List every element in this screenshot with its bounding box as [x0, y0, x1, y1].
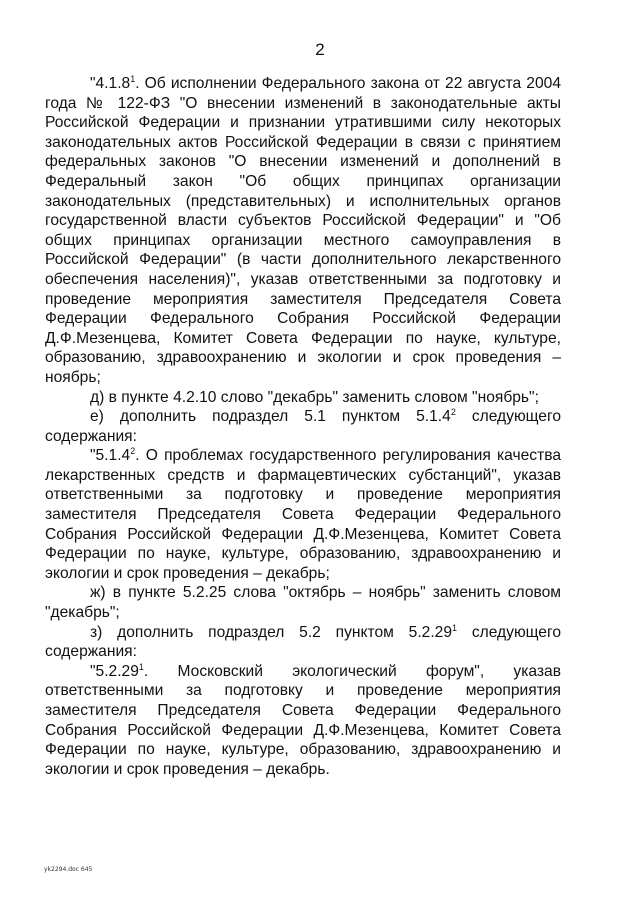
- paragraph-text: е) дополнить подраздел 5.1 пунктом 5.1.4: [90, 408, 451, 426]
- paragraph-text: следующего содержания:: [45, 408, 561, 445]
- document-body: [45, 74, 561, 779]
- paragraph-item-5-1-4: [45, 446, 561, 583]
- paragraph-amend-z: [45, 623, 561, 662]
- superscript: 1: [130, 74, 136, 84]
- paragraph-text: "5.2.29: [90, 662, 139, 680]
- superscript: 1: [138, 661, 144, 672]
- footer-file-label: yk2294.doc 645: [44, 866, 93, 873]
- paragraph-text: "4.1.8: [90, 75, 131, 92]
- paragraph-text: д) в пункте 4.2.10 слово "декабрь" заменить словом "ноябрь";: [90, 388, 539, 406]
- paragraph-item-4-1-8: [45, 74, 561, 388]
- superscript: 1: [452, 622, 458, 633]
- paragraph-text: . О проблемах государственного регулирования качества лекарственных средств и фармацевтических субстанций", указав ответственными за подготовку и проведение мероприятия заместителя Председателя Совета Федерации Федерального Собрания Российской Федерации Д.Ф.Мезенцева, Комитет Совета Федерации по науке, культуре, образованию, здравоохранению и экологии и срок проведения – декабрь;: [45, 447, 561, 582]
- paragraph-amend-e: [45, 407, 561, 446]
- paragraph-text: . Московский экологический форум", указав ответственными за подготовку и проведение мероприятия заместителя Председателя Совета Федерации Федерального Собрания Российской Федерации Д.Ф.Мезенцева, Комитет Совета Федерации по науке, культуре, образованию, здравоохранению и экологии и срок проведения – декабрь.: [45, 662, 561, 778]
- paragraph-text: "5.1.4: [90, 447, 131, 465]
- paragraph-text: следующего содержания:: [45, 623, 561, 661]
- paragraph-text: з) дополнить подраздел 5.2 пунктом 5.2.29: [90, 623, 453, 641]
- paragraph-amend-d: [45, 388, 561, 408]
- paragraph-text: ж) в пункте 5.2.25 слова "октябрь – ноябрь" заменить словом "декабрь";: [45, 584, 561, 622]
- superscript: 2: [130, 446, 136, 457]
- paragraph-text: . Об исполнении Федерального закона от 22 августа 2004 года № 122-ФЗ "О внесении изменений в законодательные акты Российской Федерации и признании утратившими силу некоторых законодательных актов Российской Федерации в связи с принятием федеральных законов "О внесении изменений и дополнений в Федеральный закон "Об общих принципах организации законодательных (представительных) и исполнительных органов государственной власти субъектов Российской Федерации" и "Об общих принципах организации местного самоуправления в Российской Федерации" (в части дополнительного лекарственного обеспечения населения)", указав ответственными за подготовку и проведение мероприятия заместителя Председателя Совета Федерации Федерального Собрания Российской Федерации Д.Ф.Мезенцева, Комитет Совета Федерации по науке, культуре, образованию, здравоохранению и экологии и срок проведения – ноябрь;: [45, 75, 561, 386]
- superscript: 2: [450, 407, 456, 418]
- paragraph-amend-zh: [45, 583, 561, 622]
- paragraph-item-5-2-29: [45, 662, 561, 780]
- page-number: 2: [315, 40, 325, 59]
